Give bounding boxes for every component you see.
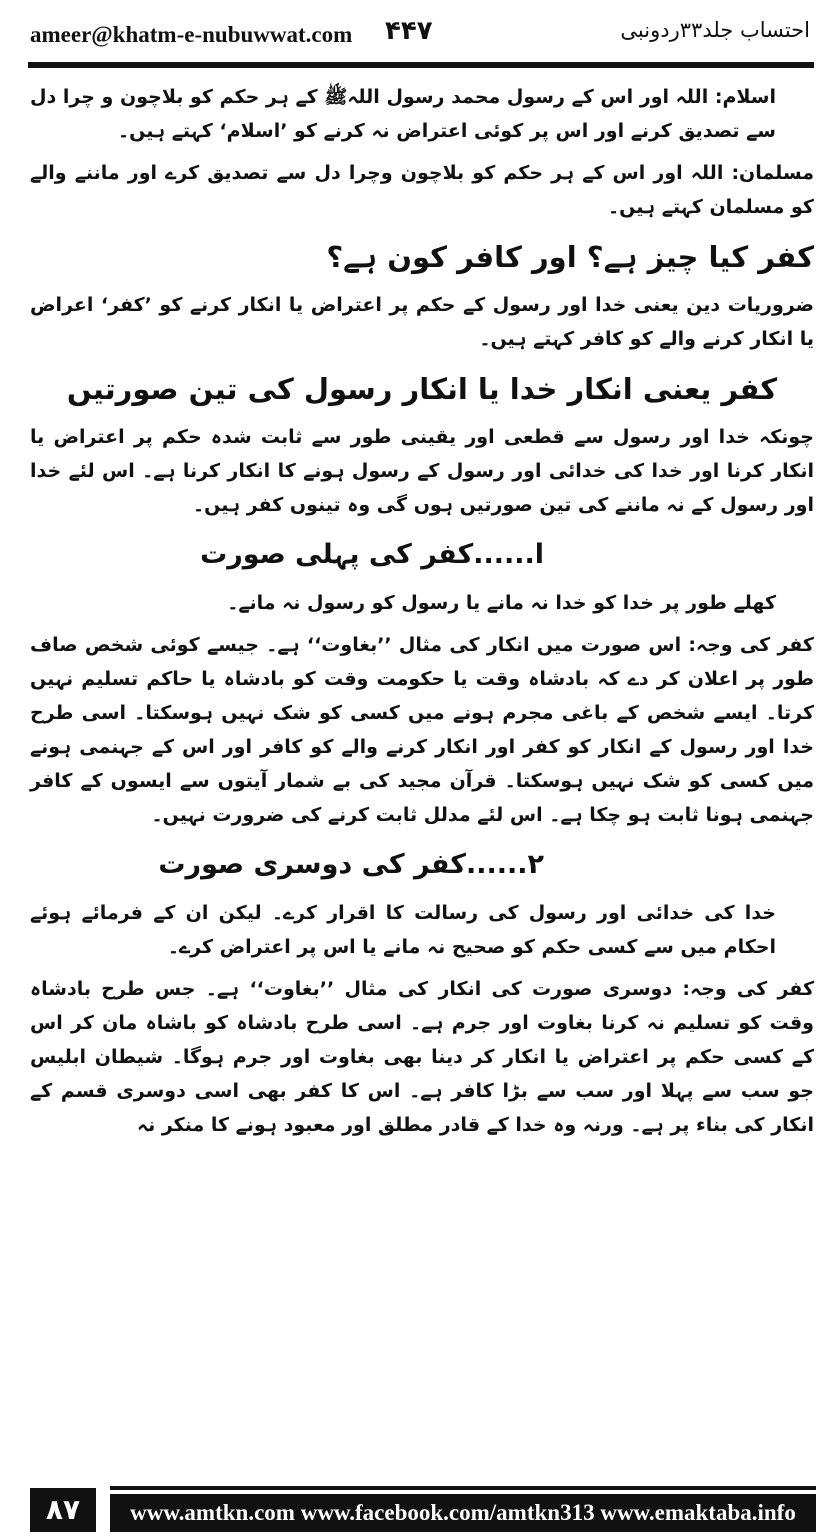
page-header [30, 14, 810, 54]
paragraph-second-form: خدا کی خدائی اور رسول کی رسالت کا اقرار کرے۔ لیکن ان کے فرمائے ہوئے احکام میں سے کسی حکم کو صحیح نہ مانے یا اس پر اعتراض کرے۔ [30, 902, 776, 958]
heading-first-form: ا......کفر کی پہلی صورت [200, 539, 544, 570]
paragraph-three-forms: چونکہ خدا اور رسول سے قطعی اور یقینی طور سے ثابت شدہ حکم پر اعتراض یا انکار کرنا اور خدا کی خدائی اور رسول کے رسول ہونے کا انکار کرنا ہے۔ اس لئے خدا اور رسول کے نہ ماننے کی تین صورتیں ہوں گی وہ تینوں کفر ہیں۔ [30, 426, 814, 516]
paragraph-islam: اسلام: اللہ اور اس کے رسول محمد رسول اللہﷺ کے ہر حکم کو بلاچون و چرا دل سے تصدیق کرنے اور اس پر کوئی اعتراض نہ کرنے کو ’اسلام‘ کہتے ہیں۔ [30, 86, 776, 142]
header-book-title: احتساب جلد۳۳ردونبی [620, 18, 810, 42]
paragraph-first-form: کھلے طور پر خدا کو خدا نہ مانے یا رسول کو رسول نہ مانے۔ [227, 592, 776, 614]
header-page-number: ۴۴۷ [385, 16, 433, 46]
paragraph-muslim: مسلمان: اللہ اور اس کے ہر حکم کو بلاچون وچرا دل سے تصدیق کرے اور ماننے والے کو مسلمان کہتے ہیں۔ [30, 162, 814, 218]
heading-what-is-kufr: کفر کیا چیز ہے؟ اور کافر کون ہے؟ [326, 240, 814, 274]
paragraph-first-form-reason: کفر کی وجہ: اس صورت میں انکار کی مثال ’’بغاوت‘‘ ہے۔ جیسے کوئی شخص صاف طور پر اعلان کر دے کہ بادشاہ وقت یا حکومت وقت کو بادشاہ یا حاکم تسلیم نہیں کرتا۔ ایسے شخص کے باغی مجرم ہونے میں کسی کو شک نہیں ہوسکتا۔ اسی طرح خدا اور رسول کے انکار کو کفر اور انکار کرنے والے کو کافر اور اس کے جہنمی ہونے میں کسی کو شک نہیں ہوسکتا۔ قرآن مجید کی بے شمار آیتوں سے ایسوں کے کافر جہنمی ہونا ثابت ہو چکا ہے۔ اس لئے مدلل ثابت کرنے کی ضرورت نہیں۔ [30, 634, 814, 826]
header-rule [28, 62, 814, 68]
footer-rule [110, 1486, 816, 1490]
footer-page-number: ۸۷ [30, 1488, 96, 1532]
paragraph-second-form-reason: کفر کی وجہ: دوسری صورت کی انکار کی مثال ’’بغاوت‘‘ ہے۔ جس طرح بادشاہ وقت کو تسلیم نہ کرنا بغاوت اور جرم ہے۔ اسی طرح بادشاہ کو باشاہ مان کر اس کے کسی حکم پر اعتراض یا انکار کر دینا بھی بغاوت اور جرم ہوگا۔ شیطان ابلیس جو سب سے پہلا اور سب سے بڑا کافر ہے۔ اس کا کفر بھی اسی دوسری قسم کے انکار کی بناء پر ہے۔ ورنہ وہ خدا کے قادر مطلق اور معبود ہونے کا منکر نہ [30, 978, 814, 1136]
footer-links[interactable]: www.amtkn.com www.facebook.com/amtkn313 www.emaktaba.info [110, 1494, 816, 1532]
page-body [30, 74, 814, 1150]
heading-three-forms: کفر یعنی انکار خدا یا انکار رسول کی تین صورتیں [66, 372, 778, 406]
paragraph-kufr-definition: ضروریات دین یعنی خدا اور رسول کے حکم پر اعتراض یا انکار کرنے کو ’کفر‘ اعراض یا انکار کرنے والے کو کافر کہتے ہیں۔ [30, 294, 814, 350]
header-email[interactable]: ameer@khatm-e-nubuwwat.com [30, 22, 353, 47]
heading-second-form: ۲......کفر کی دوسری صورت [158, 849, 544, 880]
